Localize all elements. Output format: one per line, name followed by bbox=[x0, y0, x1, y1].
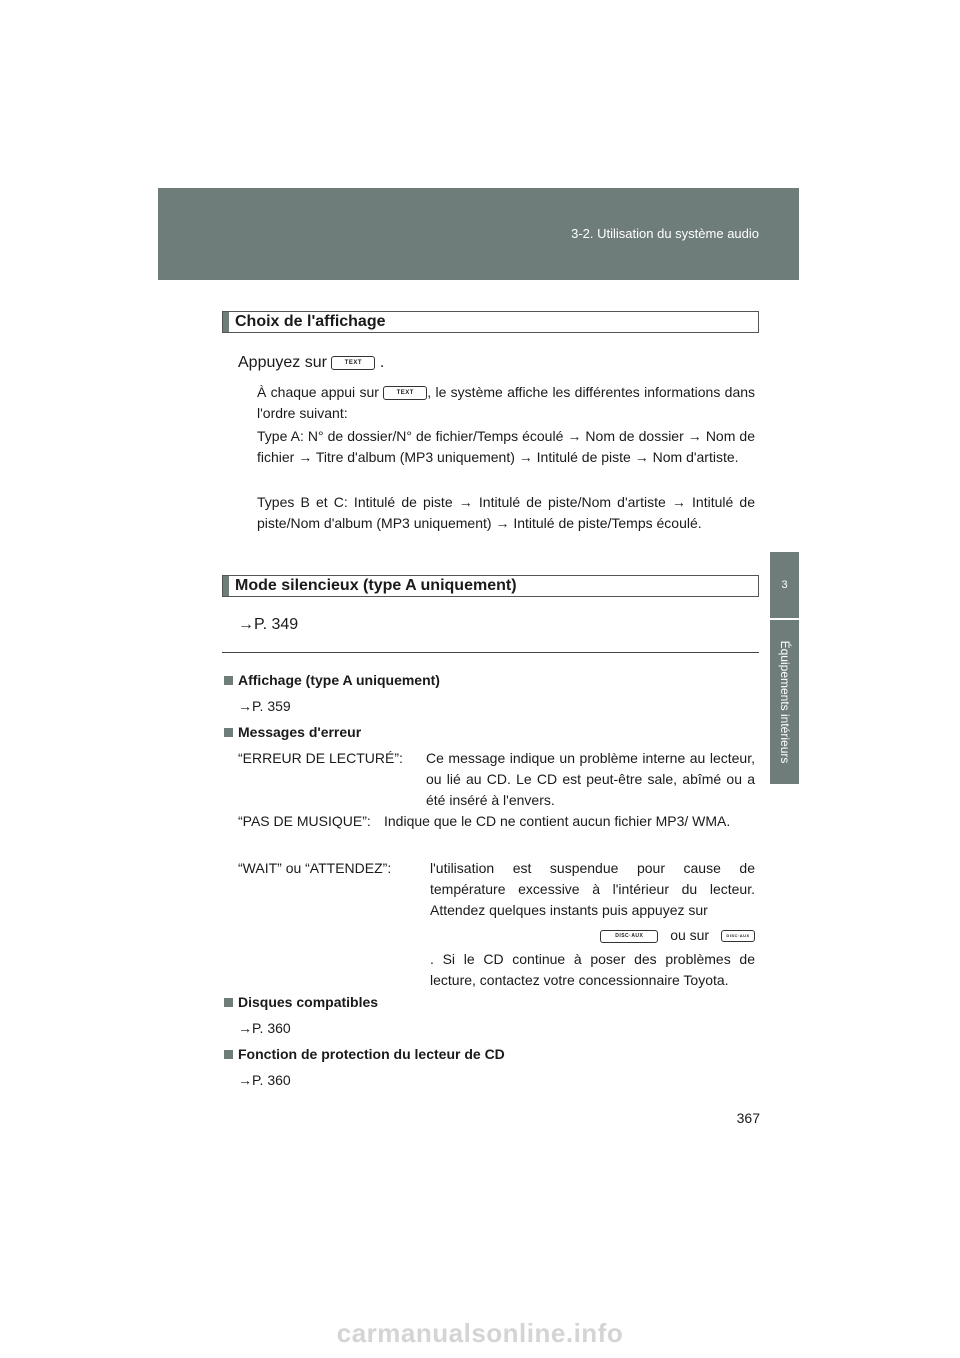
press-instruction: Appuyez sur TEXT . bbox=[238, 354, 385, 371]
bullet-square-icon bbox=[224, 998, 233, 1007]
error-label: “WAIT” ou “ATTENDEZ”: bbox=[238, 860, 392, 876]
page-reference: →P. 360 bbox=[238, 1072, 291, 1088]
section-heading-mute bbox=[222, 575, 759, 597]
watermark: carmanualsonline.info bbox=[336, 1318, 624, 1348]
paragraph-types-bc: Types B et C: Intitulé de piste → Intitulé de piste/Nom d'artiste → Intitulé de piste/Nom d'album (MP3 uniquement) → Intitulé de piste/Temps écoulé. bbox=[257, 494, 755, 531]
section-title: Choix de l'affichage bbox=[235, 313, 386, 330]
chapter-label: Équipements intérieurs bbox=[777, 640, 792, 764]
error-text: Indique que le CD ne contient aucun fichier MP3/ WMA. bbox=[384, 813, 731, 829]
error-text: l'utilisation est suspendue pour cause de température excessive à l'intérieur du lecteur. Attendez quelques instants puis appuyez sur DISC·AUX ou sur DISC·AUX . Si le CD continue à poser des problèmes de lecture, contactez votre concessionnaire Toyota. bbox=[430, 860, 755, 988]
note-disques: Disques compatibles bbox=[224, 992, 378, 1013]
bullet-square-icon bbox=[224, 728, 233, 737]
page-reference: →P. 360 bbox=[238, 1020, 291, 1036]
disc-aux-button-icon: DISC·AUX bbox=[600, 930, 658, 943]
paragraph-type-a: Type A: N° de dossier/N° de fichier/Temps écoulé → Nom de dossier → Nom de fichier → Titre d'album (MP3 uniquement) → Intitulé de piste → Nom d'artiste. bbox=[257, 428, 755, 465]
error-label: “PAS DE MUSIQUE”: bbox=[238, 813, 371, 829]
section-title: Mode silencieux (type A uniquement) bbox=[235, 577, 517, 594]
bullet-square-icon bbox=[224, 676, 233, 685]
page-reference: →P. 359 bbox=[238, 698, 291, 714]
disc-aux-button-icon: DISC·AUX bbox=[721, 930, 755, 942]
divider bbox=[222, 652, 759, 653]
paragraph-each-press: À chaque appui sur TEXT , le système affiche les différentes informations dans l'ordre suivant: bbox=[257, 384, 756, 421]
page-reference: →P. 349 bbox=[238, 616, 299, 633]
section-heading-display bbox=[222, 311, 759, 333]
note-affichage: Affichage (type A uniquement) bbox=[224, 670, 440, 691]
page-number: 367 bbox=[736, 1110, 760, 1126]
header-band bbox=[158, 188, 799, 280]
note-protection: Fonction de protection du lecteur de CD bbox=[224, 1044, 505, 1065]
bullet-square-icon bbox=[224, 1050, 233, 1059]
text-button-icon: TEXT bbox=[383, 386, 427, 400]
chapter-number: 3 bbox=[770, 552, 799, 618]
note-messages: Messages d'erreur bbox=[224, 722, 361, 743]
text-button-icon: TEXT bbox=[331, 356, 375, 370]
error-text: Ce message indique un problème interne au lecteur, ou lié au CD. Le CD est peut-être sale, abîmé ou a été inséré à l'envers. bbox=[426, 750, 755, 808]
section-breadcrumb: 3-2. Utilisation du système audio bbox=[571, 226, 759, 241]
error-label: “ERREUR DE LECTURÉ”: bbox=[238, 750, 403, 766]
chapter-label-box bbox=[770, 620, 799, 784]
